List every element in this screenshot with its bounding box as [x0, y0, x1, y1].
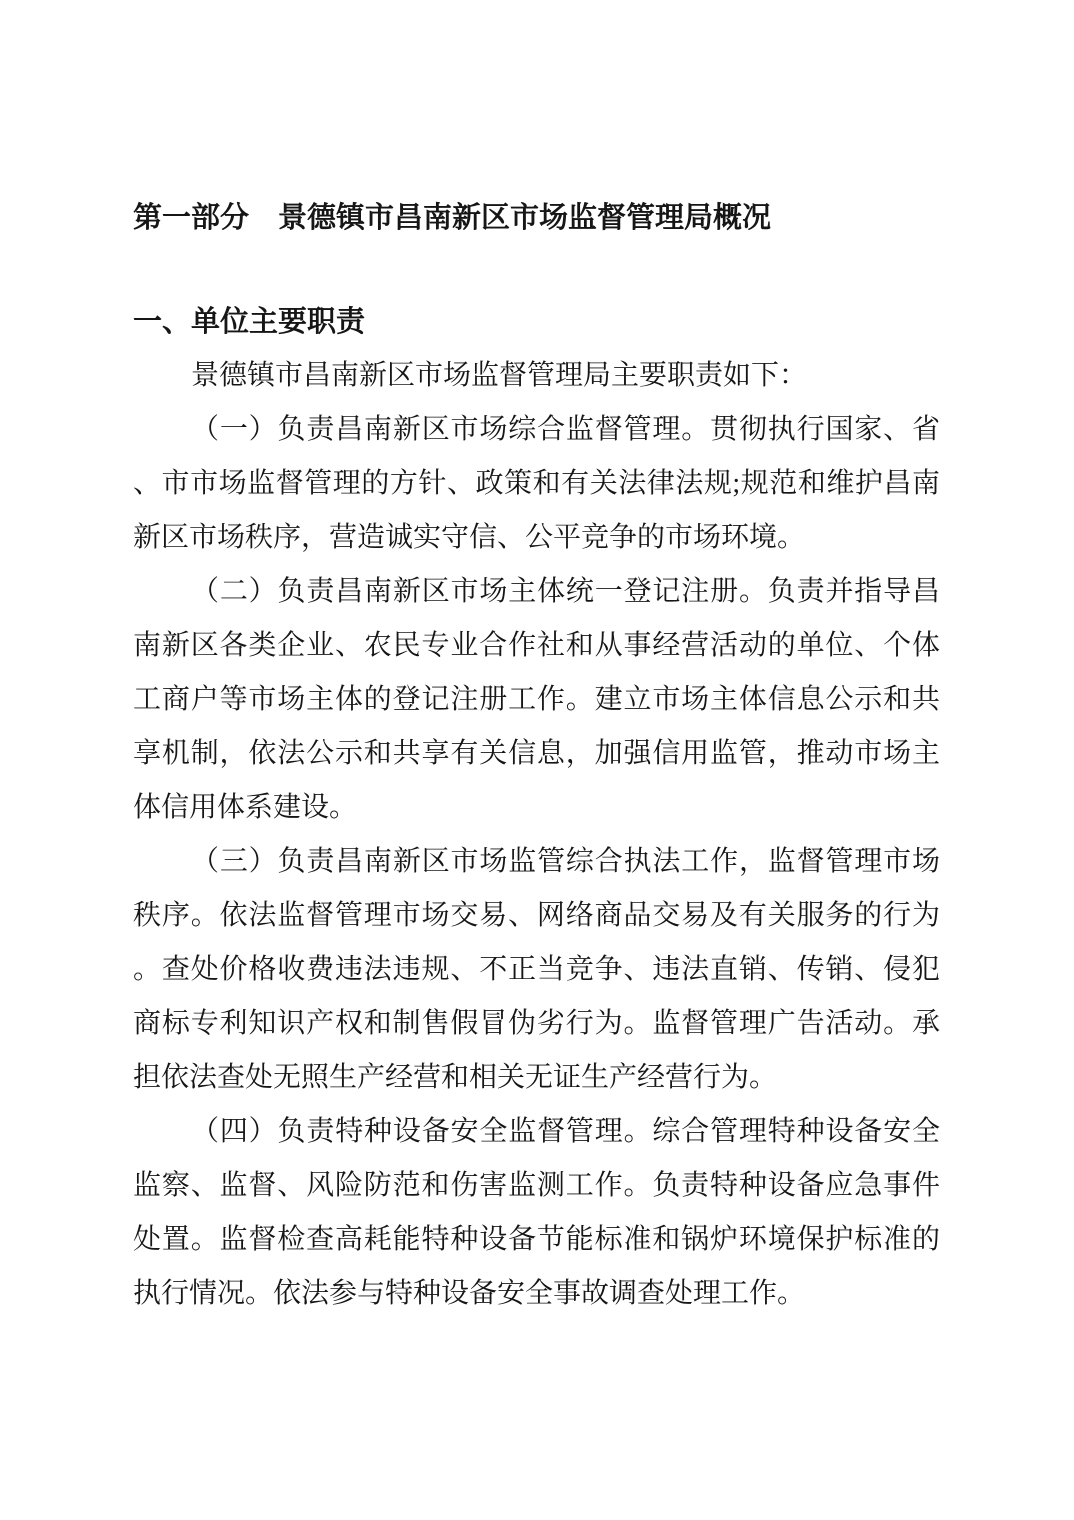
text-line: （四）负责特种设备安全监督管理。综合管理特种设备安全 [191, 1116, 940, 1147]
paragraph [133, 565, 940, 835]
text-line: （一）负责昌南新区市场综合监督管理。贯彻执行国家、省 [191, 414, 940, 445]
paragraph [133, 349, 940, 403]
text-line: 南新区各类企业、农民专业合作社和从事经营活动的单位、个体 [133, 630, 940, 661]
text-line: 。查处价格收费违法违规、不正当竞争、违法直销、传销、侵犯 [133, 954, 940, 985]
text-line: （二）负责昌南新区市场主体统一登记注册。负责并指导昌 [191, 576, 940, 607]
text-line: 景德镇市昌南新区市场监督管理局主要职责如下： [191, 360, 808, 391]
text-line: 工商户等市场主体的登记注册工作。建立市场主体信息公示和共 [133, 684, 940, 715]
section-heading: 一、单位主要职责 [133, 306, 366, 338]
text-line: 商标专利知识产权和制售假冒伪劣行为。监督管理广告活动。承 [133, 1008, 940, 1039]
text-line: 、市市场监督管理的方针、政策和有关法律法规;规范和维护昌南 [133, 468, 940, 499]
text-line: （三）负责昌南新区市场监管综合执法工作，监督管理市场 [191, 846, 940, 877]
text-line: 享机制，依法公示和共享有关信息，加强信用监管，推动市场主 [133, 738, 940, 769]
paragraph [133, 403, 940, 565]
text-line: 处置。监督检查高耗能特种设备节能标准和锅炉环境保护标准的 [133, 1224, 940, 1255]
paragraph [133, 835, 940, 1105]
document-title: 第一部分 景德镇市昌南新区市场监督管理局概况 [133, 202, 772, 234]
paragraph [133, 1105, 940, 1321]
document-body [133, 349, 940, 1321]
text-line: 体信用体系建设。 [133, 792, 358, 823]
text-line: 秩序。依法监督管理市场交易、网络商品交易及有关服务的行为 [133, 900, 940, 931]
text-line: 新区市场秩序，营造诚实守信、公平竞争的市场环境。 [133, 522, 806, 553]
text-line: 监察、监督、风险防范和伤害监测工作。负责特种设备应急事件 [133, 1170, 940, 1201]
text-line: 担依法查处无照生产经营和相关无证生产经营行为。 [133, 1062, 778, 1093]
text-line: 执行情况。依法参与特种设备安全事故调查处理工作。 [133, 1278, 806, 1309]
